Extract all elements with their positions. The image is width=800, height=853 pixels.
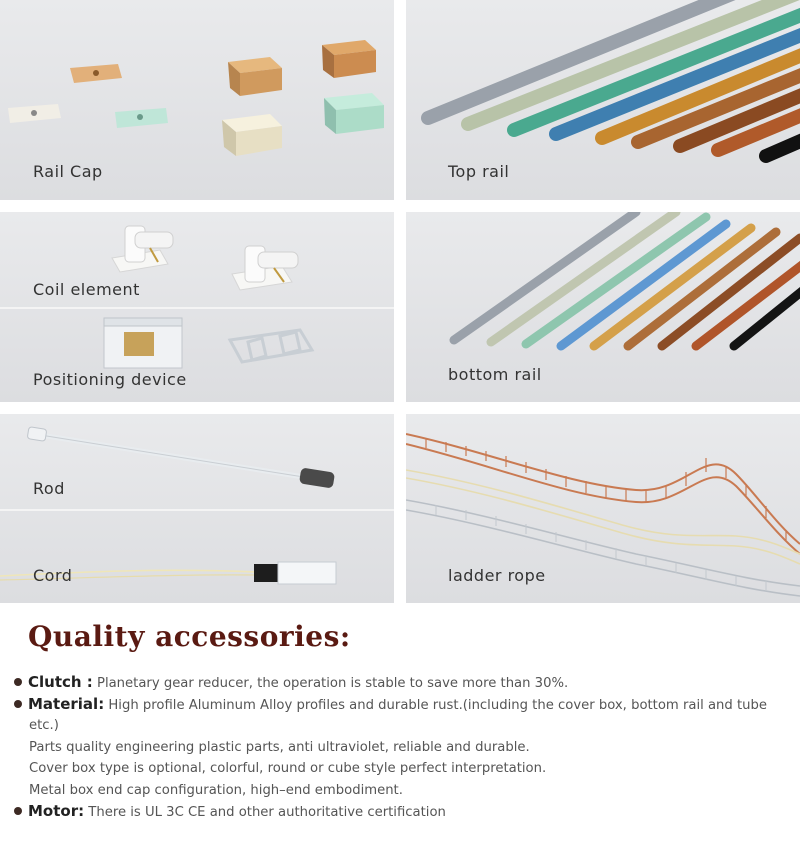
ladder-rope-label: ladder rope bbox=[448, 566, 546, 585]
material-key: Material: bbox=[28, 694, 105, 713]
positioning-device-label: Positioning device bbox=[33, 370, 187, 389]
material-extra-2: Cover box type is optional, colorful, round or cube style perfect interpretation. bbox=[29, 761, 547, 776]
coil-element-label: Coil element bbox=[33, 280, 140, 299]
feature-material bbox=[14, 694, 786, 716]
feature-motor bbox=[14, 801, 786, 823]
motor-key: Motor: bbox=[28, 802, 85, 820]
clutch-text: Planetary gear reducer, the operation is stable to save more than 30%. bbox=[92, 676, 569, 691]
rail-cap-label: Rail Cap bbox=[33, 162, 103, 181]
rail-cap-panel bbox=[0, 0, 394, 200]
bottom-rail-label: bottom rail bbox=[448, 365, 542, 384]
top-rail-label: Top rail bbox=[448, 162, 510, 181]
cord-label: Cord bbox=[33, 566, 73, 585]
motor-text: There is UL 3C CE and other authoritative certification bbox=[84, 805, 446, 820]
feature-list bbox=[14, 672, 786, 823]
bullet-icon bbox=[14, 807, 22, 815]
ladder-rope-panel bbox=[406, 414, 800, 603]
coil-positioning-panel bbox=[0, 212, 394, 402]
bullet-icon bbox=[14, 678, 22, 686]
section-title: Quality accessories: bbox=[28, 620, 351, 653]
rod-label: Rod bbox=[33, 479, 65, 498]
bottom-rail-panel bbox=[406, 212, 800, 402]
rod-cord-panel bbox=[0, 414, 394, 603]
top-rail-panel bbox=[406, 0, 800, 200]
material-continuation: etc.) bbox=[29, 718, 59, 733]
material-text: High profile Aluminum Alloy profiles and durable rust.(including the cover box, bottom rail and tube bbox=[104, 697, 767, 713]
bullet-icon bbox=[14, 700, 22, 708]
clutch-key: Clutch : bbox=[28, 673, 93, 691]
material-extra-1: Parts quality engineering plastic parts, anti ultraviolet, reliable and durable. bbox=[29, 739, 530, 755]
material-extra-3: Metal box end cap configuration, high–end embodiment. bbox=[29, 782, 403, 798]
feature-clutch bbox=[14, 672, 786, 694]
